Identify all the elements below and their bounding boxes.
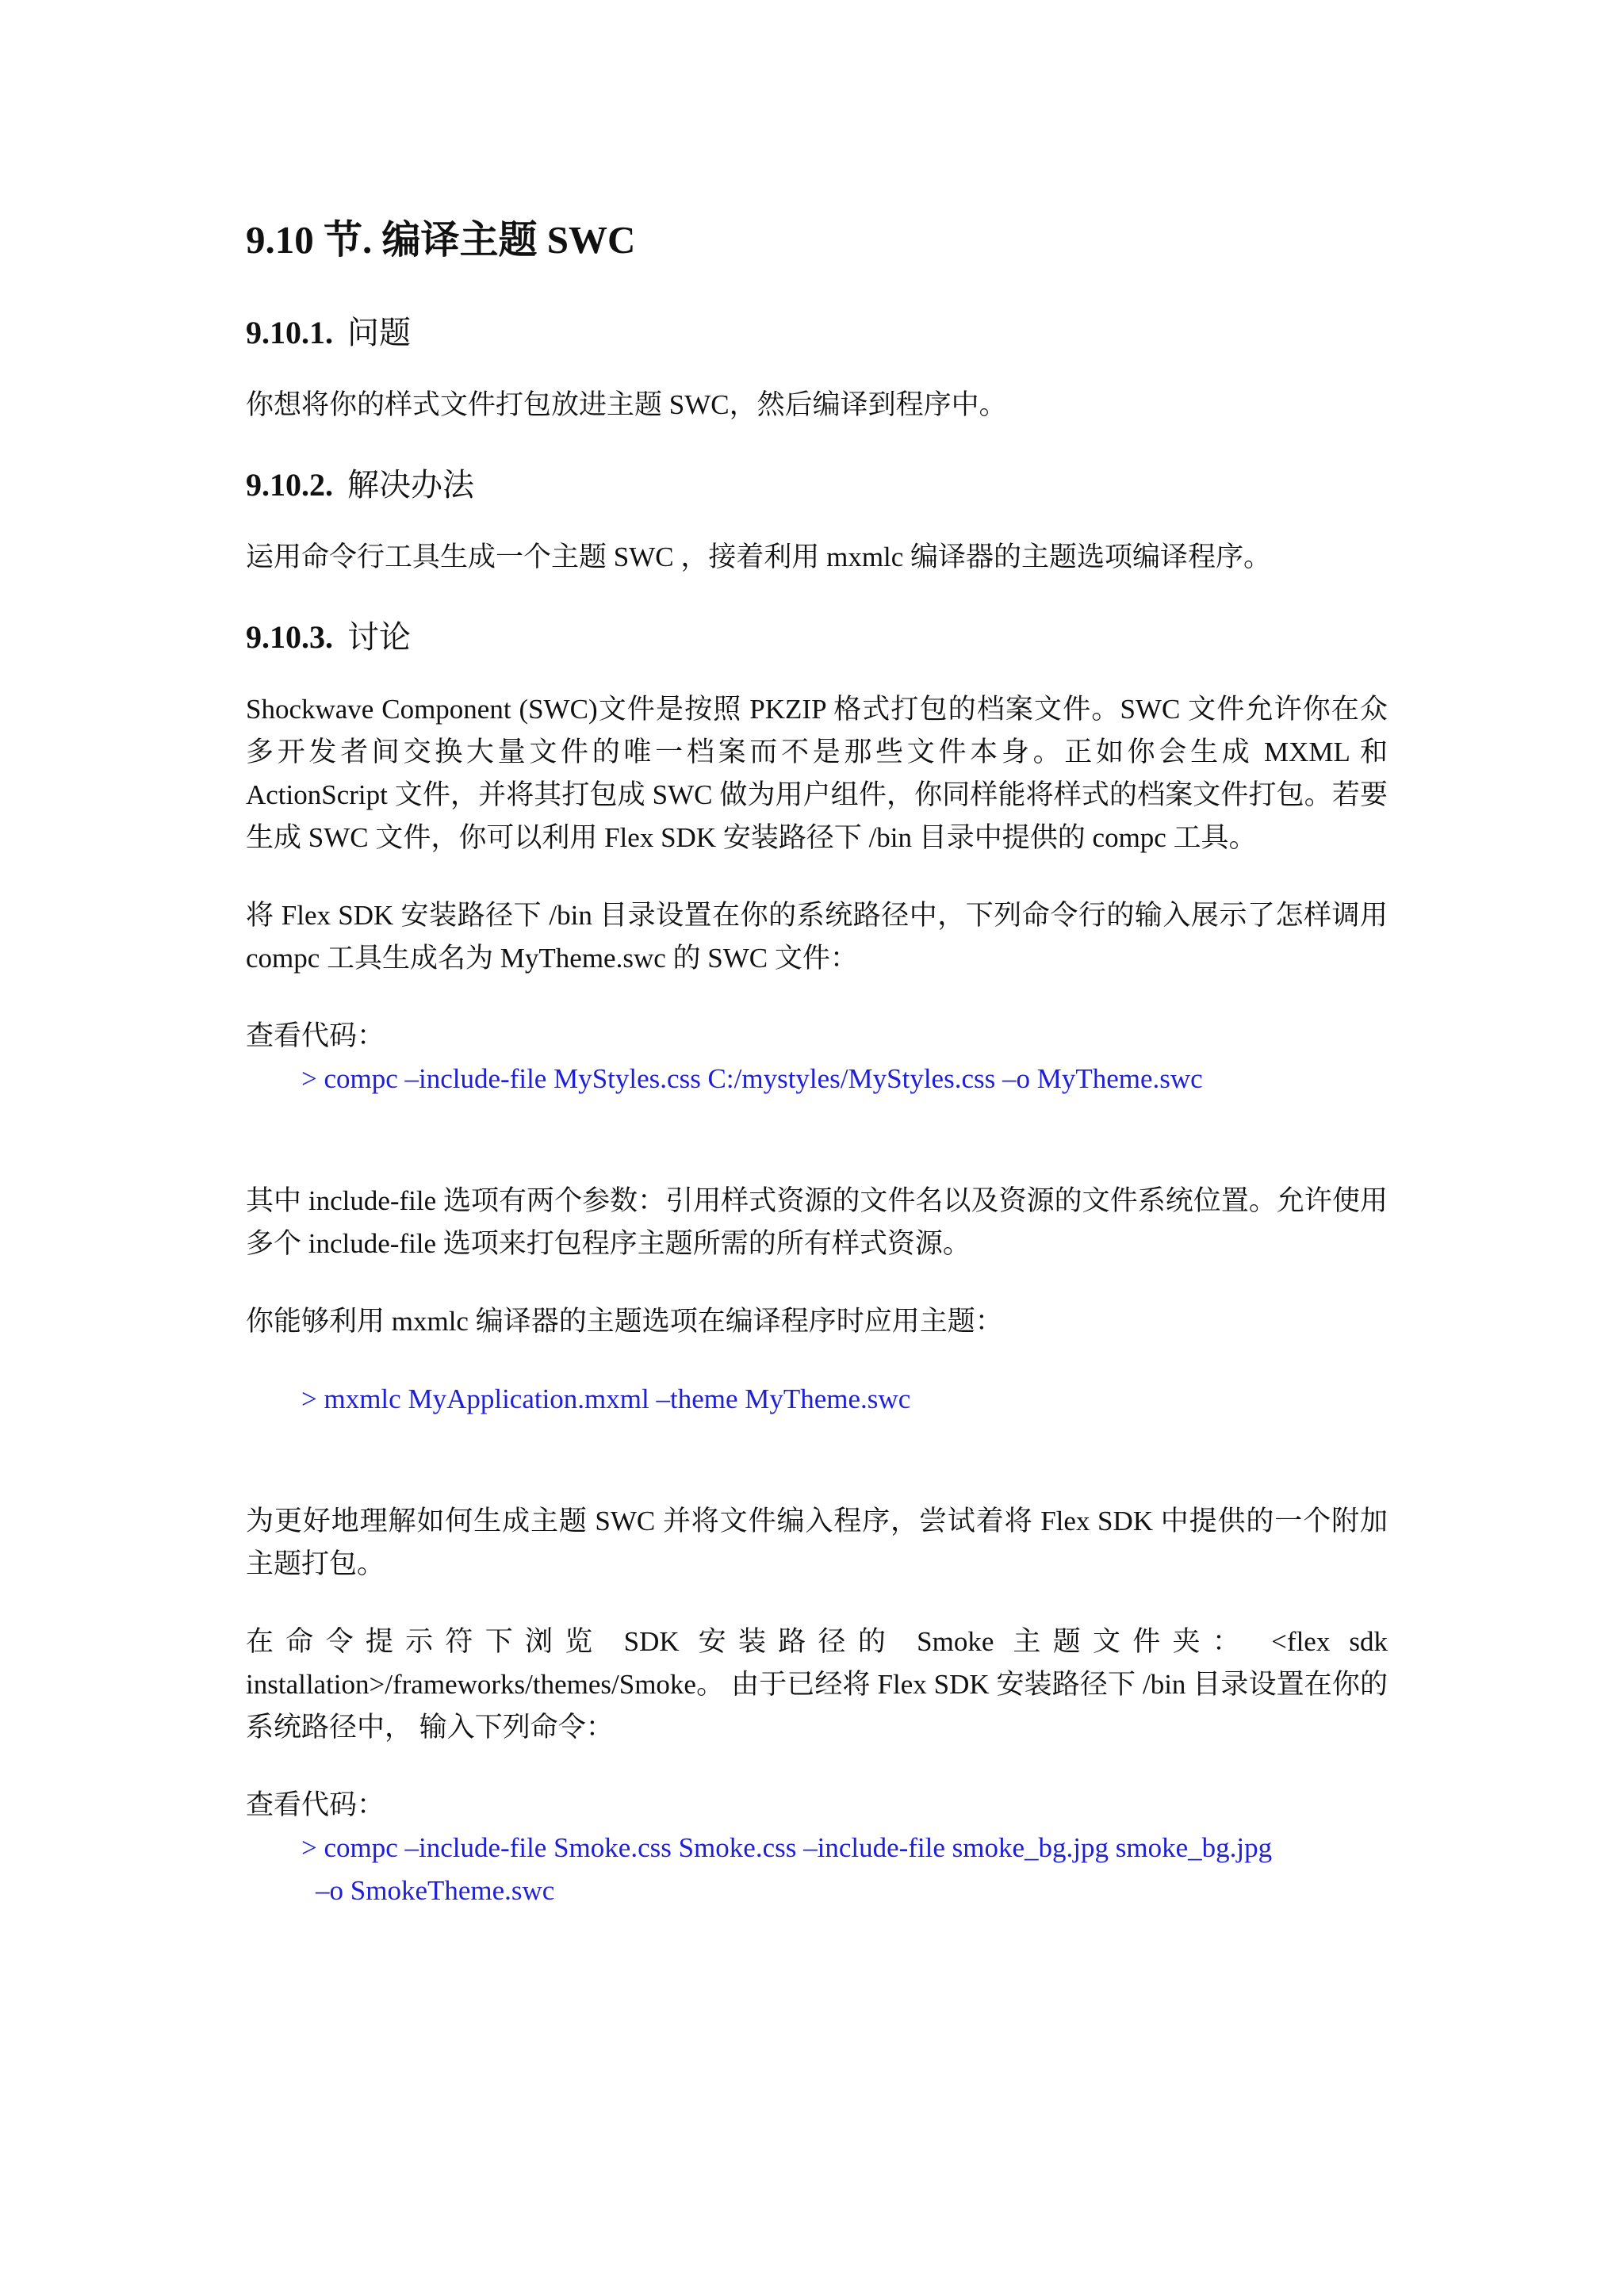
discussion-paragraph-include-file: 其中 include-file 选项有两个参数：引用样式资源的文件名以及资源的文件系统位置。允许使用多个 include-file 选项来打包程序主题所需的所有样式资源。 — [246, 1185, 1388, 1259]
discussion-paragraph-swc: Shockwave Component (SWC)文件是按照 PKZIP 格式打包的档案文件。SWC 文件允许你在众多开发者间交换大量文件的唯一档案而不是那些文件本身。正如你会生成 MXML 和 ActionScript 文件，并将其打包成 SWC 做为用户组件，你同样能将样式的档案文件打包。若要生成 SWC 文件，你可以利用 Flex SDK 安装路径下 /bin 目录中提供的 compc 工具。 — [246, 694, 1388, 853]
section-number: 9.10.1. — [246, 315, 333, 350]
code-line: > mxmlc MyApplication.mxml –theme MyTheme.swc — [301, 1383, 911, 1414]
code-label: 查看代码： — [246, 1020, 385, 1051]
discussion-paragraph-smoke: 在命令提示符下浏览 SDK 安装路径的 Smoke 主题文件夹： <flex sdk installation>/frameworks/themes/Smoke。 由于已经将 Flex SDK 安装路径下 /bin 目录设置在你的系统路径中， 输入下列命令： — [246, 1626, 1388, 1743]
page-title: 9.10 节. 编译主题 SWC — [246, 218, 636, 262]
section-heading-discussion — [246, 614, 1388, 661]
code-block-compc — [301, 1058, 1388, 1100]
problem-paragraph: 你想将你的样式文件打包放进主题 SWC，然后编译到程序中。 — [246, 389, 1007, 420]
code-label: 查看代码： — [246, 1789, 385, 1820]
code-block-mxmlc — [301, 1378, 1388, 1421]
discussion-paragraph-mxmlc: 你能够利用 mxmlc 编译器的主题选项在编译程序时应用主题： — [246, 1306, 1003, 1337]
page-content — [246, 208, 1388, 1912]
section-label: 讨论 — [347, 619, 411, 655]
section-label: 问题 — [347, 315, 411, 350]
discussion-paragraph-path: 将 Flex SDK 安装路径下 /bin 目录设置在你的系统路径中，下列命令行的输入展示了怎样调用 compc 工具生成名为 MyTheme.swc 的 SWC 文件： — [246, 900, 1388, 974]
code-block-smoke — [301, 1827, 1388, 1912]
solution-paragraph: 运用命令行工具生成一个主题 SWC ，接着利用 mxmlc 编译器的主题选项编译程序。 — [246, 541, 1272, 572]
section-heading-solution — [246, 461, 1388, 509]
code-line: > compc –include-file Smoke.css Smoke.css –include-file smoke_bg.jpg smoke_bg.jpg — [301, 1832, 1273, 1863]
section-number: 9.10.3. — [246, 619, 333, 655]
code-line: –o SmokeTheme.swc — [316, 1875, 555, 1906]
code-line: > compc –include-file MyStyles.css C:/mystyles/MyStyles.css –o MyTheme.swc — [301, 1063, 1203, 1094]
section-number: 9.10.2. — [246, 467, 333, 503]
section-label: 解决办法 — [347, 467, 474, 503]
section-heading-problem — [246, 309, 1388, 357]
spacer — [246, 1100, 1388, 1180]
spacer — [246, 1421, 1388, 1500]
discussion-paragraph-theme: 为更好地理解如何生成主题 SWC 并将文件编入程序，尝试着将 Flex SDK 中提供的一个附加主题打包。 — [246, 1506, 1388, 1579]
